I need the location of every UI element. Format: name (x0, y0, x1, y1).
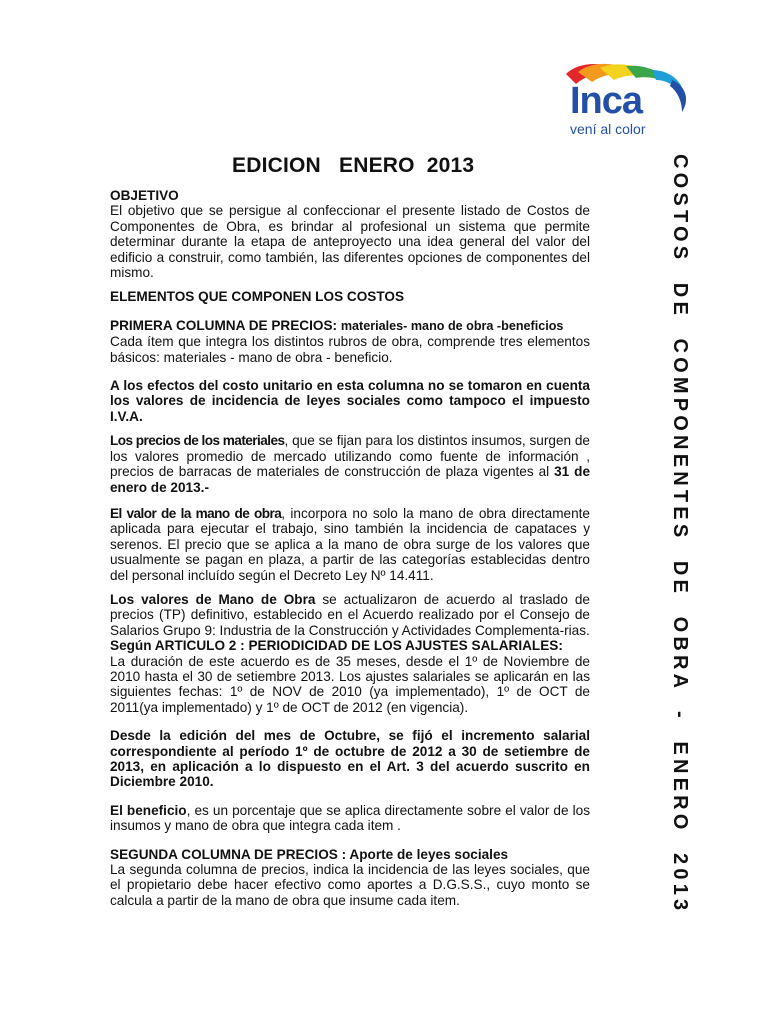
desde-text: Desde la edición del mes de Octubre, se fijó el incremento salarial correspondiente al período 1º de octubre de 2012 a 30 de setiembre de 2013, en aplicación a lo dispuesto en el Art. 3 del acuerdo suscrito en Diciembre 2010. (110, 728, 590, 790)
materiales-lead: Los precios de los materiales (110, 433, 285, 449)
primera-text: Cada ítem que integra los distintos rubros de obra, comprende tres elementos básicos: materiales - mano de obra - beneficio. (110, 334, 590, 365)
objetivo-heading: OBJETIVO (110, 188, 179, 203)
elementos-heading: ELEMENTOS QUE COMPONEN LOS COSTOS (110, 289, 405, 305)
page-title: EDICION ENERO 2013 (232, 154, 475, 177)
valores-paragraph (110, 592, 590, 638)
segunda-heading: SEGUNDA COLUMNA DE PRECIOS : Aporte de leyes sociales (110, 846, 509, 862)
valores-lead: Los valores de Mano de Obra (110, 591, 316, 607)
document-body (110, 188, 590, 908)
beneficio-text: , es un porcentaje que se aplica directamente sobre el valor de los insumos y mano de obra que integra cada item . (110, 802, 590, 834)
side-title: COSTOS DE COMPONENTES DE OBRA - ENERO 2013 (669, 154, 691, 915)
beneficio-paragraph (110, 803, 590, 834)
efectos-text: A los efectos del costo unitario en esta columna no se tomaron en cuenta los valores de incidencia de leyes sociales como tampoco el impuesto I.V.A. (110, 378, 590, 424)
primera-heading-sub: materiales- mano de obra -beneficios (340, 318, 564, 333)
primera-heading: PRIMERA COLUMNA DE PRECIOS: (110, 317, 338, 333)
materiales-text: , que se fijan para los distintos insumos, surgen de los valores promedio de mercado utilizando como fuente de información , precios de barracas de materiales de construcción de plaza vigentes al (110, 433, 590, 480)
articulo-text: La duración de este acuerdo es de 35 meses, desde el 1º de Noviembre de 2010 hasta el 30 de setiembre 2013. Los ajustes salariales se aplicarán en las siguientes fechas: 1º de NOV de 2010 (ya implementado), 1º de OCT de 2011(ya implementado) y 1º de OCT de 2012 (en vigencia). (110, 653, 590, 715)
materiales-paragraph (110, 433, 590, 495)
primera-heading-line (110, 318, 590, 334)
segunda-text: La segunda columna de precios, indica la incidencia de las leyes sociales, que el propietario debe hacer efectivo como aportes a D.G.S.S., cuyo monto se calcula a partir de la mano de obra que insume cada item. (110, 862, 590, 908)
mano-obra-lead: El valor de la mano de obra (110, 505, 282, 521)
valores-text: se actualizaron de acuerdo al traslado de precios (TP) definitivo, establecido en el Acuerdo realizado por el Consejo de Salarios Grupo 9: Industria de la Construcción y Actividades Complementa-rias. (110, 591, 590, 638)
logo-brand: Inca (570, 80, 643, 122)
beneficio-lead: El beneficio (110, 802, 187, 818)
mano-obra-paragraph (110, 506, 590, 583)
materiales-date: 31 de enero de 2013.- (110, 464, 591, 495)
objetivo-text: El objetivo que se persigue al confeccionar el presente listado de Costos de Componentes de Obra, es brindar al profesional un sistema que permite determinar durante la etapa de anteproyecto una idea general del valor del edificio a construir, como también, las diferentes opciones de componentes del mismo. (110, 203, 590, 281)
articulo-heading: Según ARTICULO 2 : PERIODICIDAD DE LOS AJUSTES SALARIALES: (110, 638, 563, 654)
logo-tagline: vení al color (570, 121, 646, 137)
inca-logo (560, 60, 695, 140)
mano-obra-text: , incorpora no solo la mano de obra directamente aplicada para ejecutar el trabajo, sino también la incidencia de capataces y serenos. El precio que se aplica a la mano de obra surge de los valores que usualmente se pagan en plaza, a partir de las categorías establecidas dentro del personal incluído según el Decreto Ley Nº 14.411. (110, 505, 590, 583)
